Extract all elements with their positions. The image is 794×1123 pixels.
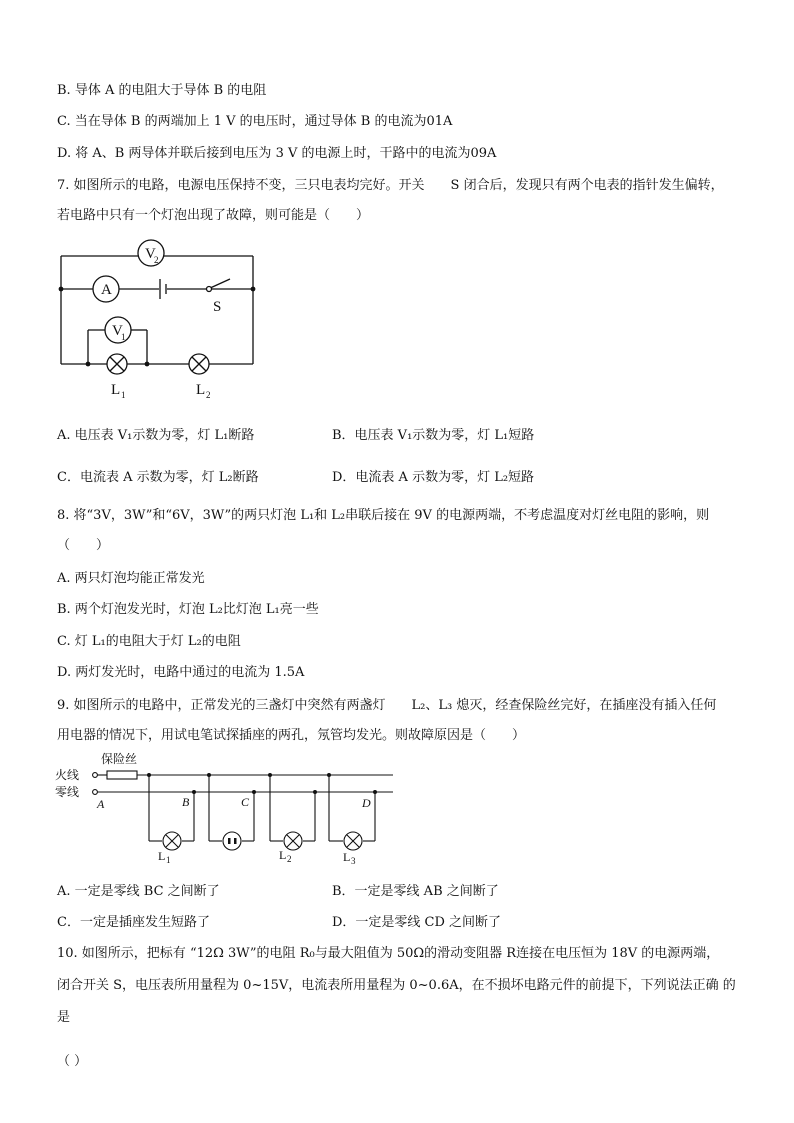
ammeter-label: A	[101, 282, 112, 298]
q8-option-b: B. 两个灯泡发光时，灯泡 L₂比灯泡 L₁亮一些	[57, 602, 319, 617]
q9-household-circuit-diagram	[55, 748, 400, 866]
q7-option-b: B．电压表 V₁示数为零，灯 L₁短路	[332, 428, 535, 443]
lamp-l3-sub: 3	[351, 856, 356, 866]
v1-meter-label: V	[112, 323, 123, 339]
lamp-l1-label: L	[158, 849, 166, 863]
v2-meter-label: V	[145, 246, 156, 262]
q9-option-a: A. 一定是零线 BC 之间断了	[57, 884, 220, 899]
lamp-l2-sub: 2	[287, 854, 292, 864]
lamp-l3-label: L	[343, 850, 351, 864]
lamp-l1-label: L	[111, 382, 121, 398]
q10-answer-bracket: （ ）	[57, 1054, 88, 1069]
q8-stem-line2: （ ）	[57, 538, 110, 553]
q7-stem-line1: 7. 如图所示的电路，电源电压保持不变，三只电表均完好。开关 S 闭合后，发现只有两个电表的指针发生偏转，	[57, 178, 724, 193]
option-line-d: D. 将 A、B 两导体并联后接到电压为 3 V 的电源上时，干路中的电流为09A	[57, 146, 497, 161]
q10-stem-line1: 10. 如图所示，把标有 “12Ω 3W”的电阻 R₀与最大阻值为 50Ω的滑动变阻器 R连接在电压恒为 18V 的电源两端，	[57, 946, 720, 961]
q7-option-d: D．电流表 A 示数为零，灯 L₂短路	[332, 470, 535, 485]
lamp-l2-sub: 2	[206, 390, 211, 400]
q9-option-c: C．一定是插座发生短路了	[57, 915, 210, 930]
option-line-c: C. 当在导体 B 的两端加上 1 V 的电压时，通过导体 B 的电流为01A	[57, 114, 453, 129]
live-wire-label: 火线	[55, 768, 80, 782]
q7-circuit-diagram	[50, 234, 270, 410]
v1-meter-sub: 1	[121, 332, 126, 342]
q9-stem-line1: 9. 如图所示的电路中，正常发光的三盏灯中突然有两盏灯 L₂、L₃ 熄灭，经查保险丝完好，在插座没有插入任何	[57, 698, 717, 713]
q8-option-c: C. 灯 L₁的电阻大于灯 L₂的电阻	[57, 634, 241, 649]
q10-stem-line2: 闭合开关 S，电压表所用量程为 0~15V，电流表所用量程为 0~0.6A，在不损坏电路元件的前提下，下列说法正确 的	[57, 978, 736, 993]
point-d-label: D	[362, 796, 371, 810]
q7-option-c: C．电流表 A 示数为零，灯 L₂断路	[57, 470, 259, 485]
lamp-l1-sub: 1	[121, 390, 126, 400]
lamp-l2-label: L	[279, 848, 287, 862]
q9-option-d: D．一定是零线 CD 之间断了	[332, 915, 502, 930]
q9-option-b: B．一定是零线 AB 之间断了	[332, 884, 499, 899]
lamp-l1-sub: 1	[166, 855, 171, 865]
q8-option-d: D. 两灯发光时，电路中通过的电流为 1.5A	[57, 665, 305, 680]
q7-option-a: A. 电压表 V₁示数为零，灯 L₁断路	[57, 428, 255, 443]
v2-meter-sub: 2	[154, 255, 159, 265]
q9-stem-line2: 用电器的情况下，用试电笔试探插座的两孔，氖管均发光。则故障原因是（ ）	[57, 728, 526, 743]
neutral-wire-label: 零线	[55, 785, 80, 799]
option-line-b: B. 导体 A 的电阻大于导体 B 的电阻	[57, 83, 267, 98]
point-b-label: B	[182, 795, 190, 809]
fuse-label: 保险丝	[101, 752, 138, 766]
point-c-label: C	[241, 795, 250, 809]
q8-option-a: A. 两只灯泡均能正常发光	[57, 571, 205, 586]
switch-label: S	[213, 299, 222, 315]
q7-stem-line2: 若电路中只有一个灯泡出现了故障，则可能是（ ）	[57, 208, 370, 223]
q8-stem-line1: 8. 将“3V，3W”和“6V，3W”的两只灯泡 L₁和 L₂串联后接在 9V 的电源两端，不考虑温度对灯丝电阻的影响，则	[57, 508, 710, 523]
q10-stem-line3: 是	[57, 1010, 71, 1025]
lamp-l2-label: L	[196, 382, 206, 398]
point-a-label: A	[97, 797, 105, 811]
